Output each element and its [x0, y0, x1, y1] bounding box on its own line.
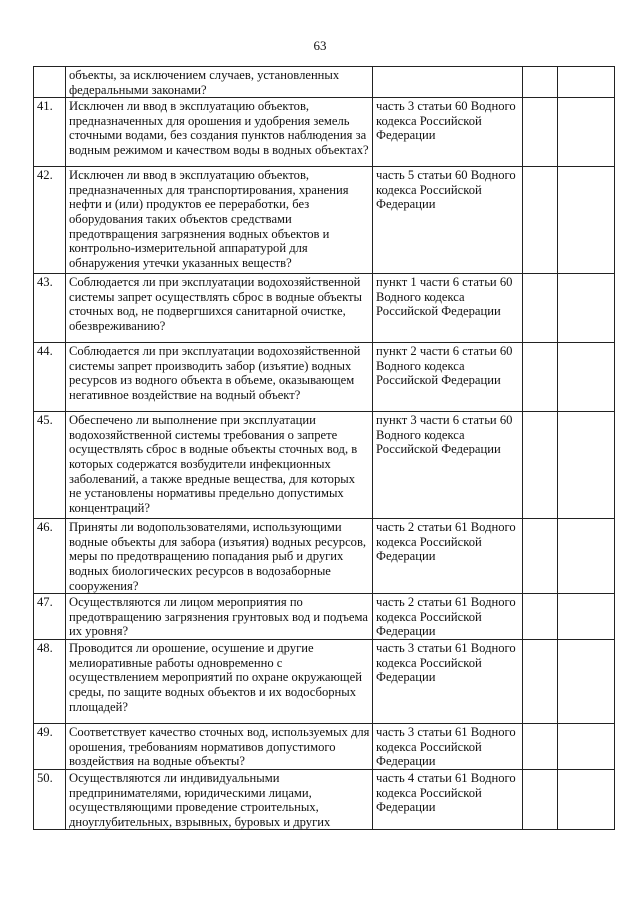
- question-cell: Соблюдается ли при эксплуатации водохозяйственной системы запрет осуществлять сброс в водные объекты сточных вод, не подвергшихся санитарной очистке, обезвреживанию?: [66, 274, 373, 343]
- legal-reference-cell: часть 5 статьи 60 Водного кодекса Российской Федерации: [373, 167, 523, 274]
- answer-cell: [523, 594, 558, 640]
- question-cell: Соблюдается ли при эксплуатации водохозяйственной системы запрет производить забор (изъятие) водных ресурсов из водного объекта в объеме, оказывающем негативное воздействие на водный объект?: [66, 343, 373, 412]
- legal-reference-cell: часть 4 статьи 61 Водного кодекса Российской Федерации: [373, 769, 523, 829]
- answer-cell: [523, 412, 558, 519]
- row-number: 41.: [34, 98, 66, 167]
- table-row: [34, 519, 615, 594]
- row-number: [34, 67, 66, 98]
- question-cell: объекты, за исключением случаев, установленных федеральными законами?: [66, 67, 373, 98]
- table-row: [34, 343, 615, 412]
- legal-reference-cell: пункт 1 части 6 статьи 60 Водного кодекса Российской Федерации: [373, 274, 523, 343]
- legal-reference-cell: [373, 67, 523, 98]
- note-cell: [558, 640, 615, 724]
- checklist-table: [33, 66, 615, 830]
- legal-reference-cell: пункт 2 части 6 статьи 60 Водного кодекса Российской Федерации: [373, 343, 523, 412]
- note-cell: [558, 98, 615, 167]
- table-body: [34, 67, 615, 830]
- answer-cell: [523, 67, 558, 98]
- question-cell: Обеспечено ли выполнение при эксплуатации водохозяйственной системы требования о запрете осуществлять сброс в водные объекты сточных вод, в которых содержатся возбудители инфекционных заболеваний, а также вредные вещества, для которых не установлены нормативы предельно допустимых концентраций?: [66, 412, 373, 519]
- row-number: 45.: [34, 412, 66, 519]
- note-cell: [558, 274, 615, 343]
- row-number: 47.: [34, 594, 66, 640]
- answer-cell: [523, 167, 558, 274]
- note-cell: [558, 167, 615, 274]
- note-cell: [558, 67, 615, 98]
- answer-cell: [523, 274, 558, 343]
- question-cell: Исключен ли ввод в эксплуатацию объектов, предназначенных для транспортирования, хранения нефти и (или) продуктов ее переработки, без оборудования таких объектов средствами предотвращения загрязнения водных объектов и контрольно-измерительной аппаратурой для обнаружения утечки указанных веществ?: [66, 167, 373, 274]
- legal-reference-cell: часть 2 статьи 61 Водного кодекса Российской Федерации: [373, 594, 523, 640]
- legal-reference-cell: часть 3 статьи 61 Водного кодекса Российской Федерации: [373, 640, 523, 724]
- row-number: 42.: [34, 167, 66, 274]
- row-number: 49.: [34, 724, 66, 770]
- question-cell: Приняты ли водопользователями, использующими водные объекты для забора (изъятия) водных ресурсов, меры по предотвращению попадания рыб и других водных биологических ресурсов в водозаборные сооружения?: [66, 519, 373, 594]
- table-row: [34, 412, 615, 519]
- table-row: [34, 594, 615, 640]
- answer-cell: [523, 769, 558, 829]
- note-cell: [558, 343, 615, 412]
- answer-cell: [523, 98, 558, 167]
- row-number: 43.: [34, 274, 66, 343]
- answer-cell: [523, 724, 558, 770]
- note-cell: [558, 594, 615, 640]
- row-number: 50.: [34, 769, 66, 829]
- row-number: 48.: [34, 640, 66, 724]
- question-cell: Осуществляются ли лицом мероприятия по предотвращению загрязнения грунтовых вод и подъема их уровня?: [66, 594, 373, 640]
- row-number: 46.: [34, 519, 66, 594]
- answer-cell: [523, 640, 558, 724]
- table-row: [34, 98, 615, 167]
- table-row: [34, 167, 615, 274]
- table-row: [34, 274, 615, 343]
- legal-reference-cell: часть 3 статьи 60 Водного кодекса Российской Федерации: [373, 98, 523, 167]
- note-cell: [558, 412, 615, 519]
- question-cell: Соответствует качество сточных вод, используемых для орошения, требованиям нормативов допустимого воздействия на водные объекты?: [66, 724, 373, 770]
- page-number: 63: [313, 38, 327, 53]
- note-cell: [558, 769, 615, 829]
- answer-cell: [523, 519, 558, 594]
- table-row: [34, 640, 615, 724]
- legal-reference-cell: пункт 3 части 6 статьи 60 Водного кодекса Российской Федерации: [373, 412, 523, 519]
- note-cell: [558, 519, 615, 594]
- row-number: 44.: [34, 343, 66, 412]
- question-cell: Исключен ли ввод в эксплуатацию объектов, предназначенных для орошения и удобрения земель сточными водами, без создания пунктов наблюдения за водным режимом и качеством воды в водных объектах?: [66, 98, 373, 167]
- table-row: [34, 769, 615, 829]
- legal-reference-cell: часть 2 статьи 61 Водного кодекса Российской Федерации: [373, 519, 523, 594]
- table-row: [34, 724, 615, 770]
- question-cell: Осуществляются ли индивидуальными предпринимателями, юридическими лицами, осуществляющими проведение строительных, дноуглубительных, взрывных, буровых и других: [66, 769, 373, 829]
- table-row: [34, 67, 615, 98]
- question-cell: Проводится ли орошение, осушение и другие мелиоративные работы одновременно с осуществлением мероприятий по охране окружающей среды, по защите водных объектов и их водосборных площадей?: [66, 640, 373, 724]
- note-cell: [558, 724, 615, 770]
- legal-reference-cell: часть 3 статьи 61 Водного кодекса Российской Федерации: [373, 724, 523, 770]
- answer-cell: [523, 343, 558, 412]
